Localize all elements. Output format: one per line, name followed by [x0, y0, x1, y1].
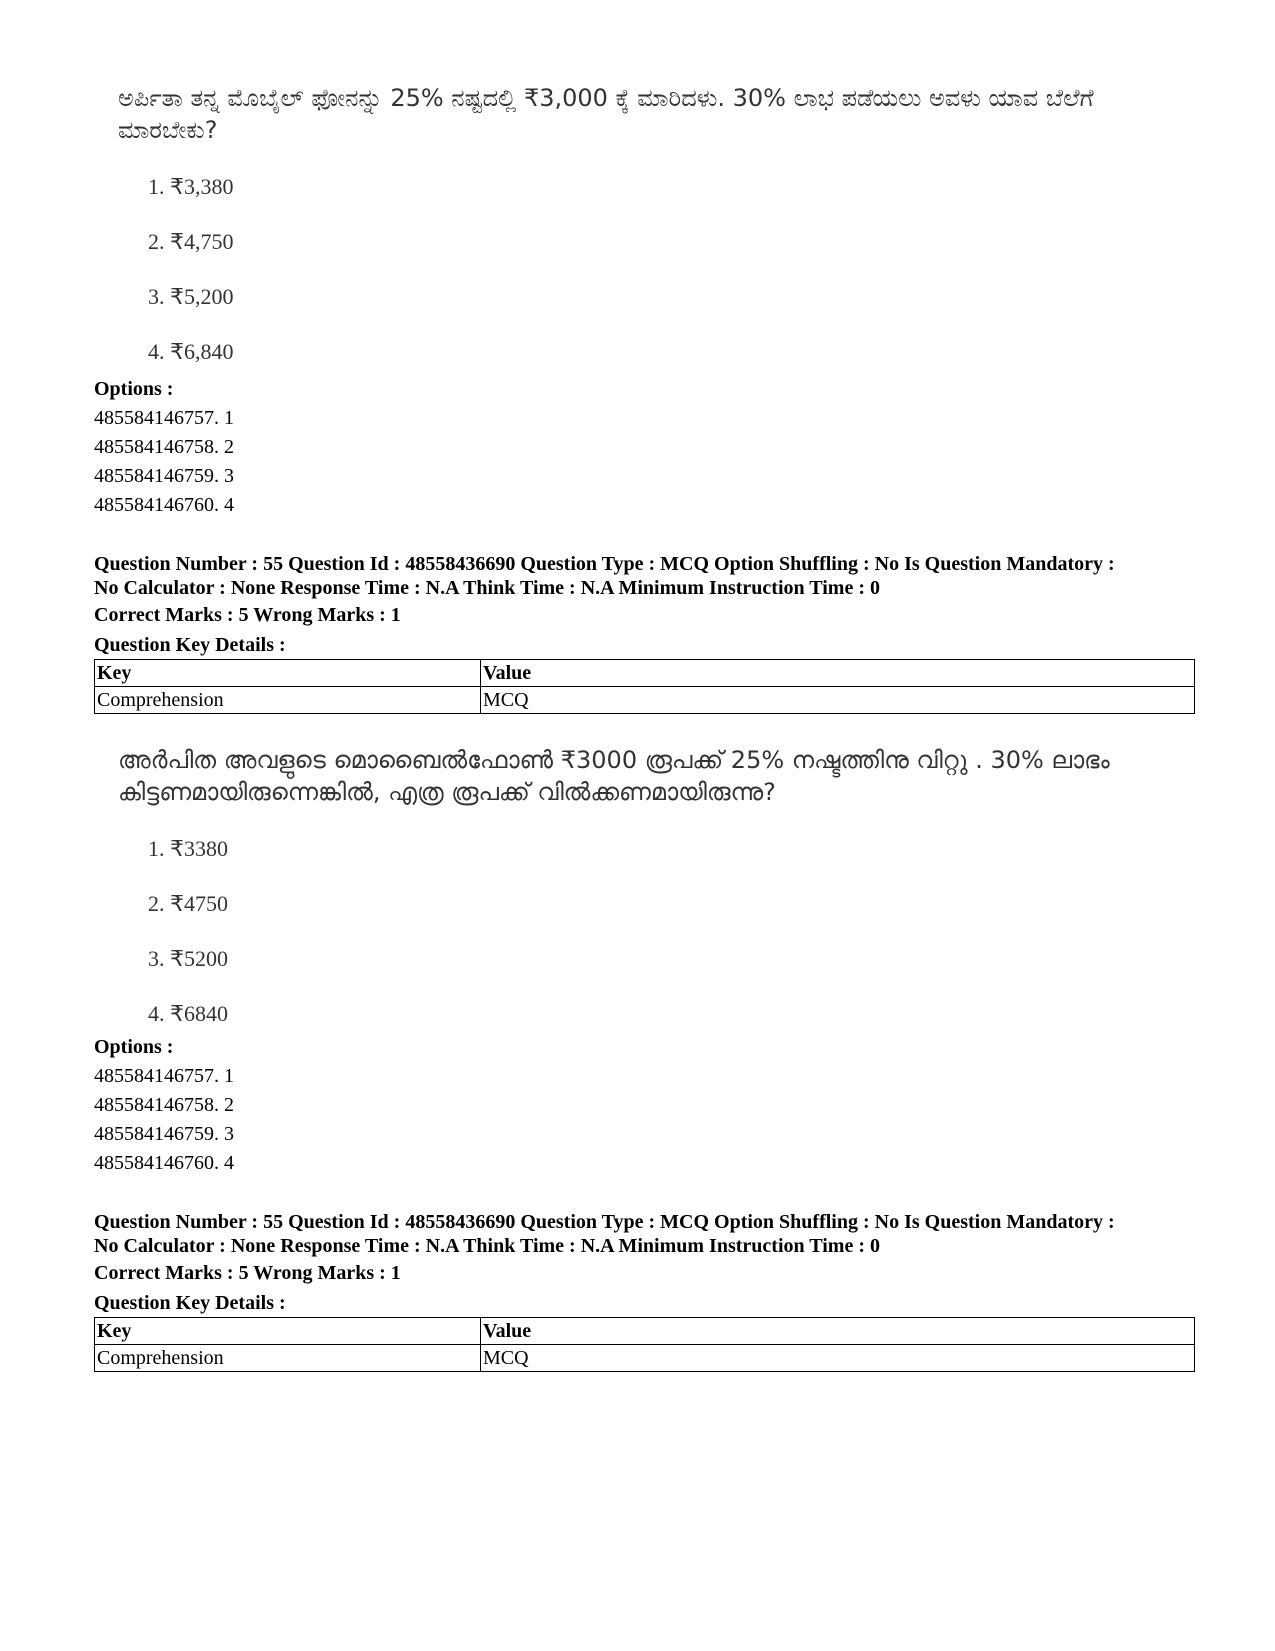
option-line: 485584146759. 3 [94, 1123, 234, 1145]
options-block [94, 1033, 234, 1178]
table-row [95, 1345, 1195, 1372]
question-image-malayalam [118, 744, 1178, 1058]
question-meta [94, 552, 1194, 660]
table-cell: MCQ [481, 1345, 1195, 1372]
table-header-cell: Key [95, 660, 481, 687]
choice-item: 1. ₹3380 [148, 836, 228, 861]
choice-item: 4. ₹6840 [148, 1001, 228, 1026]
meta-line: Question Key Details : [94, 634, 286, 656]
table-cell: Comprehension [95, 687, 481, 714]
options-title: Options : [94, 378, 174, 400]
option-line: 485584146760. 4 [94, 1152, 234, 1174]
option-line: 485584146758. 2 [94, 1094, 234, 1116]
choice-list [118, 838, 1178, 1058]
table-cell: Comprehension [95, 1345, 481, 1372]
meta-line: Question Number : 55 Question Id : 48558436690 Question Type : MCQ Option Shuffling : No Is Question Mandatory : [94, 553, 1115, 575]
choice-item: 4. ₹6,840 [148, 339, 234, 364]
choice-item: 3. ₹5200 [148, 946, 228, 971]
meta-line: Question Number : 55 Question Id : 48558436690 Question Type : MCQ Option Shuffling : No Is Question Mandatory : [94, 1211, 1115, 1233]
question-key-table [94, 659, 1195, 714]
question-key-table [94, 1317, 1195, 1372]
choice-item: 2. ₹4750 [148, 891, 228, 916]
meta-line: Correct Marks : 5 Wrong Marks : 1 [94, 1262, 401, 1284]
option-line: 485584146757. 1 [94, 1065, 234, 1087]
options-title: Options : [94, 1036, 174, 1058]
meta-line: No Calculator : None Response Time : N.A Think Time : N.A Minimum Instruction Time : 0 [94, 1235, 880, 1257]
choice-item: 3. ₹5,200 [148, 284, 234, 309]
question-image-kannada [118, 82, 1178, 396]
table-header-cell: Key [95, 1318, 481, 1345]
option-line: 485584146757. 1 [94, 407, 234, 429]
meta-line: No Calculator : None Response Time : N.A Think Time : N.A Minimum Instruction Time : 0 [94, 577, 880, 599]
question-text: അർപിത അവളുടെ മൊബൈൽഫോൺ ₹3000 രൂപക്ക് 25% നഷ്ടത്തിനു വിറ്റു . 30% ലാഭം കിട്ടണമായിരുന്നെങ്കിൽ, എത്ര രൂപക്ക് വിൽക്കണമായിരുന്നു? [118, 746, 1110, 806]
choice-item: 1. ₹3,380 [148, 174, 234, 199]
choice-list [118, 176, 1178, 396]
meta-line: Correct Marks : 5 Wrong Marks : 1 [94, 604, 401, 626]
question-meta [94, 1210, 1194, 1318]
choice-item: 2. ₹4,750 [148, 229, 234, 254]
meta-line: Question Key Details : [94, 1292, 286, 1314]
option-line: 485584146760. 4 [94, 494, 234, 516]
table-header-cell: Value [481, 660, 1195, 687]
table-header-row [95, 660, 1195, 687]
table-cell: MCQ [481, 687, 1195, 714]
table-header-cell: Value [481, 1318, 1195, 1345]
options-block [94, 375, 234, 520]
table-row [95, 687, 1195, 714]
table-header-row [95, 1318, 1195, 1345]
option-line: 485584146759. 3 [94, 465, 234, 487]
option-line: 485584146758. 2 [94, 436, 234, 458]
question-text: ಅರ್ಪಿತಾ ತನ್ನ ಮೊಬೈಲ್ ಫೋನನ್ನು 25% ನಷ್ಟದಲ್ಲಿ ₹3,000 ಕ್ಕೆ ಮಾರಿದಳು. 30% ಲಾಭ ಪಡೆಯಲು ಅವಳು ಯಾವ ಬೆಲೆಗೆ ಮಾರಬೇಕು? [118, 84, 1094, 144]
